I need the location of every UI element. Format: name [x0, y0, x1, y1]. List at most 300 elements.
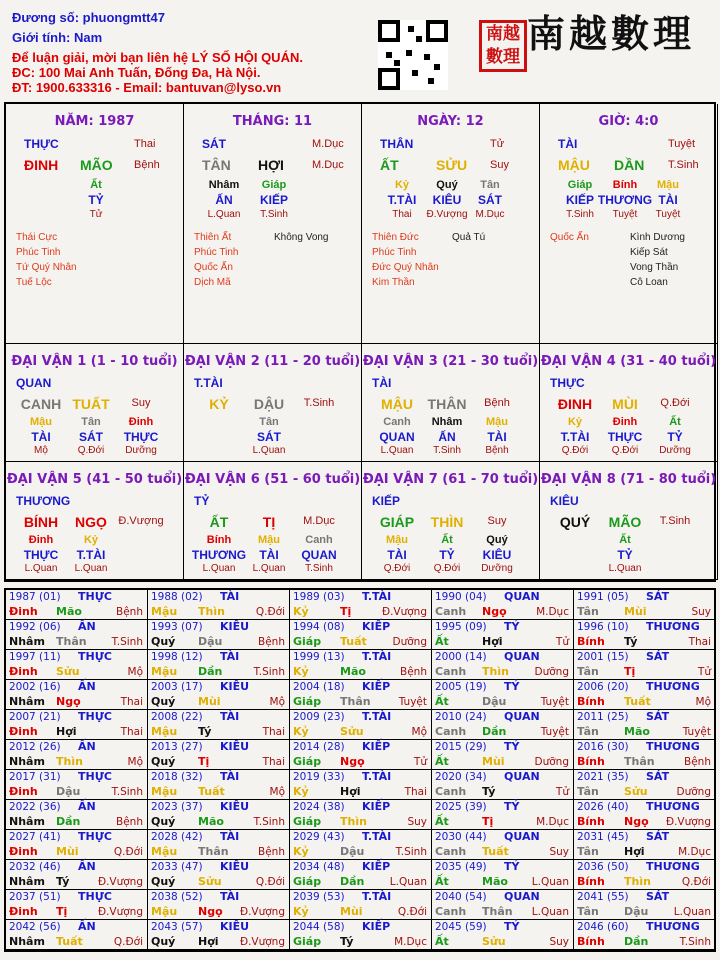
- year-star: TÀI: [220, 830, 240, 843]
- dai-van-star: TỶ: [194, 494, 210, 508]
- year-cell: [290, 830, 432, 860]
- special-star: Kim Thần: [372, 277, 415, 288]
- hidden-state: Dưỡng: [125, 445, 157, 456]
- gender-line: Giới tính: Nam: [12, 30, 103, 45]
- year-stem: Quý: [151, 935, 176, 948]
- year-branch: Dần: [624, 935, 649, 948]
- year-cell: [290, 770, 432, 800]
- hidden-state: Mộ: [34, 445, 48, 456]
- year-star: KIÊU: [220, 740, 250, 753]
- year-star: TÀI: [220, 770, 240, 783]
- year-cell: [148, 710, 290, 740]
- year-star: THƯƠNG: [646, 680, 700, 693]
- special-star: Phúc Tinh: [194, 247, 239, 258]
- year-label: 2021 (35): [577, 771, 629, 783]
- year-cell: [148, 860, 290, 890]
- year-label: 2035 (49): [435, 861, 487, 873]
- year-star: SÁT: [646, 710, 670, 723]
- year-stem: Nhâm: [9, 875, 45, 888]
- year-label: 2027 (41): [9, 831, 61, 843]
- year-stem: Mậu: [151, 845, 178, 858]
- year-stem: Bính: [577, 875, 605, 888]
- year-branch: Ngọ: [482, 605, 507, 618]
- hidden-star: ẤN: [215, 193, 233, 207]
- year-stem: Nhâm: [9, 635, 45, 648]
- hidden-stem: Kỷ: [83, 534, 99, 546]
- main-star: THỰC: [24, 137, 59, 151]
- year-cell: [148, 590, 290, 620]
- growth-state: M.Dục: [312, 159, 344, 171]
- year-state: Đ.Vượng: [97, 876, 143, 888]
- year-branch: Hợi: [198, 935, 219, 948]
- hidden-state: L.Quan: [74, 563, 108, 574]
- hidden-star: SÁT: [478, 193, 502, 207]
- year-state: T.Sinh: [395, 846, 427, 858]
- year-star: SÁT: [646, 770, 670, 783]
- hidden-star: THỰC: [607, 430, 643, 444]
- year-star: TỶ: [504, 800, 520, 813]
- year-star: THƯƠNG: [646, 860, 700, 873]
- dai-van-branch: TỊ: [262, 514, 276, 530]
- hidden-star: KIÊU: [432, 193, 462, 207]
- dai-van-branch: TUẤT: [72, 396, 110, 412]
- year-state: Mộ: [269, 696, 285, 708]
- special-star: Tứ Quý Nhân: [16, 262, 77, 273]
- hidden-star: TÀI: [658, 193, 678, 207]
- dai-van-star: KIẾP: [372, 494, 401, 508]
- year-state: T.Sinh: [111, 636, 143, 648]
- hidden-stem: Tân: [259, 416, 279, 428]
- year-star: TỶ: [504, 740, 520, 753]
- year-stem: Ất: [435, 695, 449, 708]
- year-state: Tuyệt: [540, 726, 569, 738]
- special-star: Thiên Đức: [372, 232, 419, 243]
- year-star: KIÊU: [220, 860, 250, 873]
- heavenly-stem: TÂN: [202, 157, 231, 173]
- year-stem: Bính: [577, 695, 605, 708]
- dai-van-title: ĐẠI VẬN 1 (1 - 10 tuổi): [11, 354, 178, 369]
- account-line: Đương số: phuongmtt47: [12, 10, 165, 25]
- year-stem: Canh: [435, 605, 467, 618]
- year-state: Bệnh: [116, 816, 143, 828]
- year-stem: Đinh: [9, 725, 38, 738]
- year-label: 1995 (09): [435, 621, 487, 633]
- hidden-stem: Nhâm: [431, 416, 463, 428]
- year-star: ẤN: [78, 860, 96, 873]
- year-cell: [432, 680, 574, 710]
- year-state: Q.Đới: [681, 876, 711, 888]
- year-stem: Kỷ: [293, 905, 309, 918]
- year-star: TỶ: [504, 860, 520, 873]
- year-star: THỰC: [78, 830, 112, 843]
- year-star: THỰC: [78, 590, 112, 603]
- year-label: 2003 (17): [151, 681, 203, 693]
- year-star: THỰC: [78, 650, 112, 663]
- year-stem: Canh: [435, 725, 467, 738]
- year-branch: Tý: [624, 635, 638, 648]
- year-stem: Ất: [435, 755, 449, 768]
- dai-van-title: ĐẠI VẬN 8 (71 - 80 tuổi): [540, 472, 717, 487]
- dai-van-star: THỰC: [550, 376, 585, 390]
- hidden-state: L.Quan: [24, 563, 58, 574]
- year-state: M.Dục: [678, 846, 711, 858]
- year-branch: Tị: [482, 815, 494, 828]
- year-branch: Thìn: [56, 755, 83, 768]
- year-branch: Dậu: [482, 695, 507, 708]
- dai-van-star: THƯƠNG: [16, 494, 71, 508]
- hidden-star: THỰC: [23, 548, 59, 562]
- year-star: T.TÀI: [362, 770, 392, 783]
- year-star: TÀI: [220, 650, 240, 663]
- dai-van-state: Suy: [487, 515, 507, 527]
- year-stem: Nhâm: [9, 815, 45, 828]
- hidden-star: SÁT: [257, 430, 281, 444]
- year-state: Bệnh: [684, 756, 711, 768]
- hidden-star: THƯƠNG: [191, 548, 247, 562]
- year-branch: Tý: [198, 725, 212, 738]
- year-star: THỰC: [78, 770, 112, 783]
- year-stem: Quý: [151, 815, 176, 828]
- year-label: 2038 (52): [151, 891, 203, 903]
- dai-van-cell-7: [362, 462, 540, 580]
- year-cell: [290, 860, 432, 890]
- year-stem: Đinh: [9, 785, 38, 798]
- hidden-state: T.Sinh: [433, 445, 461, 456]
- dai-van-stem: KỶ: [209, 396, 229, 412]
- year-state: Q.Đới: [255, 606, 285, 618]
- hidden-star: SÁT: [79, 430, 103, 444]
- earthly-branch: SỬU: [436, 157, 468, 173]
- year-star: TỶ: [504, 680, 520, 693]
- dai-van-cell-8: [540, 462, 718, 580]
- year-cell: [432, 920, 574, 950]
- year-branch: Mão: [340, 665, 366, 678]
- dai-van-state: T.Sinh: [303, 397, 335, 409]
- year-label: 2015 (29): [435, 741, 487, 753]
- hidden-star: THƯƠNG: [597, 193, 653, 207]
- year-state: L.Quan: [673, 906, 711, 918]
- brand-logo: 南越數理: [527, 11, 696, 56]
- year-star: SÁT: [646, 590, 670, 603]
- year-label: 2032 (46): [9, 861, 61, 873]
- year-state: L.Quan: [531, 906, 569, 918]
- year-state: Q.Đới: [255, 876, 285, 888]
- dai-van-branch: THÂN: [427, 396, 467, 412]
- year-cell: [6, 800, 148, 830]
- year-label: 1993 (07): [151, 621, 203, 633]
- chart-header: [0, 0, 720, 100]
- hidden-stem: Giáp: [567, 179, 593, 191]
- year-star: TỶ: [504, 620, 520, 633]
- hidden-state: L.Quan: [207, 209, 241, 220]
- year-state: T.Sinh: [111, 786, 143, 798]
- year-branch: Tuất: [56, 935, 83, 948]
- year-state: Mộ: [695, 696, 711, 708]
- hidden-star: T.TÀI: [387, 193, 417, 207]
- dai-van-stem: MẬU: [381, 396, 413, 412]
- year-stem: Tân: [577, 665, 599, 678]
- year-state: Q.Đới: [113, 846, 143, 858]
- year-stem: Giáp: [293, 755, 322, 768]
- year-stem: Tân: [577, 785, 599, 798]
- hidden-stem: Mậu: [486, 416, 508, 428]
- year-star: T.TÀI: [362, 710, 392, 723]
- year-stem: Kỷ: [293, 605, 309, 618]
- hidden-star: TỶ: [617, 548, 633, 562]
- year-cell: [148, 620, 290, 650]
- year-branch: Thân: [198, 845, 229, 858]
- heavenly-stem: ẤT: [380, 157, 399, 173]
- hidden-state: Tuyệt: [655, 209, 681, 220]
- year-label: 2014 (28): [293, 741, 345, 753]
- year-state: Mộ: [411, 726, 427, 738]
- year-state: Dưỡng: [534, 756, 569, 768]
- hidden-state: Q.Đới: [77, 445, 105, 456]
- year-star: KIẾP: [362, 680, 391, 693]
- dai-van-star: QUAN: [16, 376, 52, 390]
- year-star: KIẾP: [362, 920, 391, 933]
- year-state: Suy: [407, 816, 427, 828]
- hidden-stem: Tân: [81, 416, 101, 428]
- year-cell: [574, 920, 716, 950]
- hidden-star: QUAN: [379, 430, 415, 444]
- year-cell: [290, 710, 432, 740]
- year-branch: Thân: [340, 695, 371, 708]
- year-star: KIẾP: [362, 620, 391, 633]
- year-branch: Dậu: [56, 785, 81, 798]
- year-stem: Giáp: [293, 695, 322, 708]
- year-label: 2037 (51): [9, 891, 61, 903]
- year-stem: Giáp: [293, 635, 322, 648]
- year-label: 2020 (34): [435, 771, 487, 783]
- year-label: 2024 (38): [293, 801, 345, 813]
- year-label: 1994 (08): [293, 621, 345, 633]
- growth-state: Bệnh: [134, 159, 160, 171]
- year-label: 2013 (27): [151, 741, 203, 753]
- year-branch: Hợi: [56, 725, 77, 738]
- year-cell: [6, 620, 148, 650]
- dai-van-state: Q.Đới: [660, 397, 690, 409]
- hidden-star: KIẾP: [565, 193, 594, 207]
- year-branch: Thân: [624, 755, 655, 768]
- year-cell: [290, 590, 432, 620]
- pillar-god: M.Dục: [312, 138, 344, 150]
- year-star: KIẾP: [362, 860, 391, 873]
- dai-van-cell-3: [362, 344, 540, 462]
- hidden-state: T.Sinh: [260, 209, 288, 220]
- year-star: SÁT: [646, 650, 670, 663]
- year-stem: Ất: [435, 935, 449, 948]
- year-state: Tuyệt: [682, 726, 711, 738]
- dai-van-branch: MÃO: [608, 514, 642, 530]
- hidden-state: Q.Đới: [383, 563, 411, 574]
- year-state: M.Dục: [536, 816, 569, 828]
- year-state: Dưỡng: [676, 786, 711, 798]
- qr-code-icon[interactable]: [378, 20, 448, 90]
- hidden-stem: Kỷ: [567, 416, 583, 428]
- hidden-state: Q.Đới: [561, 445, 589, 456]
- year-stem: Bính: [577, 815, 605, 828]
- year-cell: [290, 800, 432, 830]
- year-label: 1998 (12): [151, 651, 203, 663]
- year-branch: Hợi: [624, 845, 645, 858]
- special-star: Thái Cực: [16, 232, 58, 243]
- year-label: 1999 (13): [293, 651, 345, 663]
- hidden-star: KIÊU: [482, 548, 512, 562]
- year-star: THƯƠNG: [646, 920, 700, 933]
- year-label: 1988 (02): [151, 591, 203, 603]
- year-cell: [148, 920, 290, 950]
- year-stem: Ất: [435, 875, 449, 888]
- year-state: Thai: [688, 636, 711, 648]
- year-stem: Ất: [435, 635, 449, 648]
- year-star: T.TÀI: [362, 590, 392, 603]
- year-branch: Tuất: [340, 635, 367, 648]
- phone-line: ĐT: 1900.633316 - Email: bantuvan@lyso.vn: [12, 80, 282, 95]
- year-cell: [574, 710, 716, 740]
- hidden-stem: Ất: [90, 179, 102, 191]
- hidden-stem: Tân: [480, 179, 500, 191]
- year-cell: [290, 620, 432, 650]
- year-label: 1992 (06): [9, 621, 61, 633]
- year-stem: Nhâm: [9, 755, 45, 768]
- year-cell: [574, 770, 716, 800]
- year-state: L.Quan: [531, 876, 569, 888]
- year-label: 2030 (44): [435, 831, 487, 843]
- year-stem: Kỷ: [293, 725, 309, 738]
- dai-van-stem: ẤT: [209, 514, 229, 530]
- year-cell: [6, 890, 148, 920]
- special-star: Tuế Lộc: [16, 277, 52, 288]
- year-state: Đ.Vượng: [381, 606, 427, 618]
- year-stem: Mậu: [151, 665, 178, 678]
- year-cell: [148, 650, 290, 680]
- hidden-star: KIẾP: [259, 193, 288, 207]
- year-label: 2031 (45): [577, 831, 629, 843]
- year-label: 1989 (03): [293, 591, 345, 603]
- year-label: 2017 (31): [9, 771, 61, 783]
- year-cell: [432, 830, 574, 860]
- year-branch: Tuất: [624, 695, 651, 708]
- year-branch: Tị: [198, 755, 210, 768]
- hidden-stem: Quý: [486, 534, 508, 546]
- hidden-stem: Canh: [305, 534, 333, 546]
- year-branch: Thân: [56, 635, 87, 648]
- year-cell: [432, 860, 574, 890]
- year-stem: Bính: [577, 635, 605, 648]
- year-cell: [290, 740, 432, 770]
- year-branch: Dậu: [624, 905, 649, 918]
- year-star: TÀI: [220, 710, 240, 723]
- year-branch: Ngọ: [340, 755, 365, 768]
- dai-van-title: ĐẠI VẬN 7 (61 - 70 tuổi): [362, 472, 539, 487]
- year-state: Bệnh: [400, 666, 427, 678]
- hidden-star: TỶ: [439, 548, 455, 562]
- hidden-stem: Đinh: [28, 534, 54, 546]
- hidden-stem: Mậu: [386, 534, 408, 546]
- year-star: ẤN: [78, 800, 96, 813]
- year-cell: [6, 710, 148, 740]
- dai-van-state: Suy: [131, 397, 151, 409]
- hidden-star: TÀI: [387, 548, 407, 562]
- year-cell: [432, 620, 574, 650]
- year-branch: Tị: [624, 665, 636, 678]
- year-state: Suy: [549, 846, 569, 858]
- dai-van-title: ĐẠI VẬN 3 (21 - 30 tuổi): [362, 354, 539, 369]
- year-state: Thai: [262, 726, 285, 738]
- year-branch: Sửu: [340, 725, 364, 738]
- year-cell: [574, 800, 716, 830]
- year-star: T.TÀI: [362, 650, 392, 663]
- year-state: Thai: [120, 696, 143, 708]
- year-branch: Thân: [482, 905, 513, 918]
- year-state: Suy: [691, 606, 711, 618]
- year-star: KIẾP: [362, 740, 391, 753]
- special-star: Dịch Mã: [194, 277, 231, 288]
- year-state: Bệnh: [116, 606, 143, 618]
- year-star: QUAN: [504, 770, 540, 783]
- year-cell: [574, 650, 716, 680]
- hidden-star: THỰC: [123, 430, 159, 444]
- year-star: KIÊU: [220, 800, 250, 813]
- hidden-state: T.Sinh: [305, 563, 333, 574]
- year-cell: [432, 800, 574, 830]
- hidden-stem: Ất: [669, 416, 681, 428]
- pillar-god: Thai: [134, 138, 156, 150]
- special-star: Kiếp Sát: [630, 247, 668, 258]
- dai-van-stem: GIÁP: [379, 514, 415, 530]
- year-cell: [6, 770, 148, 800]
- year-stem: Tân: [577, 845, 599, 858]
- dai-van-stem: QUÝ: [559, 514, 591, 530]
- dai-van-stem: CANH: [20, 396, 62, 412]
- year-stem: Bính: [577, 935, 605, 948]
- year-state: Đ.Vượng: [665, 816, 711, 828]
- year-stem: Quý: [151, 695, 176, 708]
- dai-van-star: T.TÀI: [194, 376, 223, 390]
- year-stem: Giáp: [293, 935, 322, 948]
- year-star: KIẾP: [362, 800, 391, 813]
- year-star: THƯƠNG: [646, 740, 700, 753]
- year-branch: Hợi: [482, 635, 503, 648]
- year-stem: Nhâm: [9, 695, 45, 708]
- year-star: QUAN: [504, 710, 540, 723]
- hidden-state: L.Quan: [252, 563, 286, 574]
- hidden-star: ẤN: [438, 430, 456, 444]
- year-label: 2046 (60): [577, 921, 629, 933]
- year-branch: Mão: [56, 605, 82, 618]
- year-branch: Tuất: [198, 785, 225, 798]
- year-star: KIÊU: [220, 920, 250, 933]
- year-cell: [574, 890, 716, 920]
- year-branch: Dần: [340, 875, 365, 888]
- pillar-cell-1: [6, 104, 184, 344]
- year-cell: [6, 740, 148, 770]
- main-star: THÂN: [380, 137, 414, 151]
- year-stem: Bính: [577, 755, 605, 768]
- year-star: KIÊU: [220, 620, 250, 633]
- year-cell: [6, 680, 148, 710]
- year-branch: Dần: [482, 725, 507, 738]
- main-star: SÁT: [202, 137, 226, 151]
- year-stem: Mậu: [151, 785, 178, 798]
- dai-van-cell-1: [6, 344, 184, 462]
- pillar-title: THÁNG: 11: [232, 114, 313, 129]
- hidden-stem: Đinh: [128, 416, 154, 428]
- year-cell: [148, 740, 290, 770]
- year-label: 2041 (55): [577, 891, 629, 903]
- year-branch: Mùi: [482, 755, 505, 768]
